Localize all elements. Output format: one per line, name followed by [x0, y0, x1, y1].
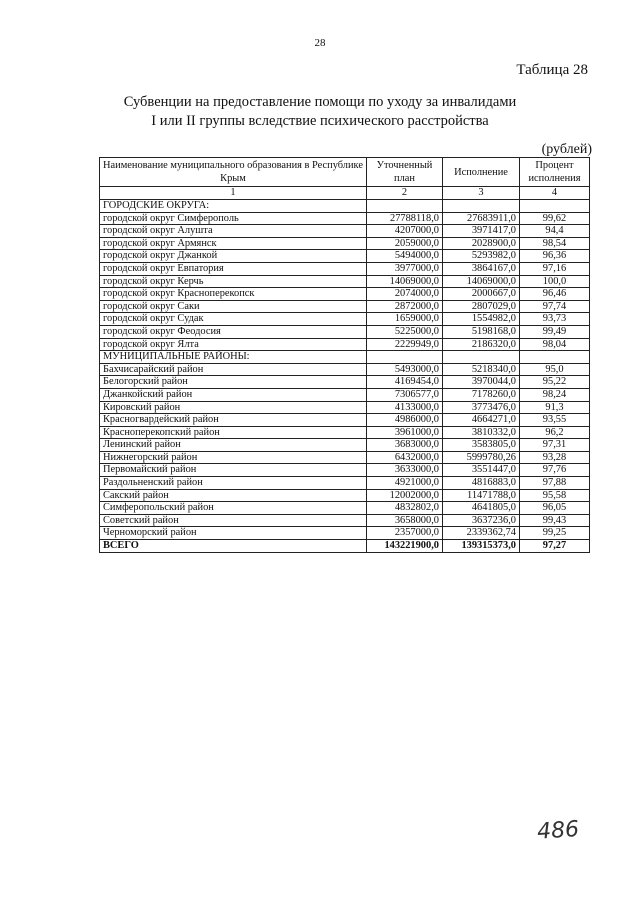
cell-pct: 96,46	[520, 288, 590, 301]
cell-exec: 3583805,0	[443, 439, 520, 452]
cell-exec: 2186320,0	[443, 338, 520, 351]
cell-name: Черноморский район	[100, 527, 367, 540]
table-row	[100, 363, 590, 376]
cell-exec: 5218340,0	[443, 363, 520, 376]
empty-cell	[520, 351, 590, 364]
table-row	[100, 313, 590, 326]
cell-exec: 27683911,0	[443, 212, 520, 225]
cell-pct: 98,04	[520, 338, 590, 351]
cell-exec: 139315373,0	[443, 540, 520, 553]
cell-pct: 99,62	[520, 212, 590, 225]
cell-name: городской округ Ялта	[100, 338, 367, 351]
cell-name: городской округ Джанкой	[100, 250, 367, 263]
cell-pct: 91,3	[520, 401, 590, 414]
column-number: 2	[367, 187, 443, 200]
cell-pct: 99,43	[520, 514, 590, 527]
cell-pct: 96,2	[520, 426, 590, 439]
header-row	[100, 158, 590, 187]
cell-name: Красногвардейский район	[100, 414, 367, 427]
cell-name: Раздольненский район	[100, 477, 367, 490]
cell-plan: 143221900,0	[367, 540, 443, 553]
section-row	[100, 200, 590, 213]
cell-pct: 98,24	[520, 388, 590, 401]
header-exec: Исполнение	[443, 158, 520, 187]
cell-name: городской округ Евпатория	[100, 262, 367, 275]
cell-name: городской округ Красноперекопск	[100, 288, 367, 301]
page-number: 28	[314, 37, 326, 49]
cell-plan: 2357000,0	[367, 527, 443, 540]
table-row	[100, 325, 590, 338]
cell-exec: 14069000,0	[443, 275, 520, 288]
cell-pct: 94,4	[520, 225, 590, 238]
cell-exec: 4641805,0	[443, 502, 520, 515]
cell-name: Бахчисарайский район	[100, 363, 367, 376]
cell-plan: 2059000,0	[367, 237, 443, 250]
table-row	[100, 464, 590, 477]
cell-plan: 4832802,0	[367, 502, 443, 515]
cell-name: городской округ Феодосия	[100, 325, 367, 338]
cell-pct: 95,58	[520, 489, 590, 502]
table-row	[100, 262, 590, 275]
title-line-2: I или II группы вследствие психического расстройства	[151, 113, 489, 129]
svg-text:486: 486	[536, 816, 580, 845]
cell-plan: 12002000,0	[367, 489, 443, 502]
cell-name: городской округ Керчь	[100, 275, 367, 288]
cell-plan: 3633000,0	[367, 464, 443, 477]
cell-plan: 2872000,0	[367, 300, 443, 313]
section-title: МУНИЦИПАЛЬНЫЕ РАЙОНЫ:	[100, 351, 367, 364]
cell-name: Кировский район	[100, 401, 367, 414]
table-row	[100, 439, 590, 452]
cell-plan: 2074000,0	[367, 288, 443, 301]
cell-pct: 97,88	[520, 477, 590, 490]
cell-exec: 4664271,0	[443, 414, 520, 427]
cell-pct: 99,25	[520, 527, 590, 540]
column-number: 3	[443, 187, 520, 200]
cell-plan: 3961000,0	[367, 426, 443, 439]
unit-label: (рублей)	[541, 142, 592, 157]
table-row	[100, 477, 590, 490]
table-row	[100, 414, 590, 427]
empty-cell	[367, 351, 443, 364]
cell-name: городской округ Армянск	[100, 237, 367, 250]
empty-cell	[443, 200, 520, 213]
table-row	[100, 514, 590, 527]
table-body	[100, 200, 590, 553]
cell-plan: 6432000,0	[367, 451, 443, 464]
cell-pct: 97,74	[520, 300, 590, 313]
subvention-table	[99, 157, 590, 553]
cell-exec: 3551447,0	[443, 464, 520, 477]
cell-name: Первомайский район	[100, 464, 367, 477]
cell-name: ВСЕГО	[100, 540, 367, 553]
cell-plan: 14069000,0	[367, 275, 443, 288]
section-row	[100, 351, 590, 364]
cell-exec: 2000667,0	[443, 288, 520, 301]
header-pct: Процент исполнения	[520, 158, 590, 187]
table-row	[100, 502, 590, 515]
cell-exec: 2807029,0	[443, 300, 520, 313]
cell-name: городской округ Симферополь	[100, 212, 367, 225]
empty-cell	[520, 200, 590, 213]
cell-plan: 3683000,0	[367, 439, 443, 452]
table-row	[100, 300, 590, 313]
section-title: ГОРОДСКИЕ ОКРУГА:	[100, 200, 367, 213]
cell-plan: 2229949,0	[367, 338, 443, 351]
title-line-1: Субвенции на предоставление помощи по уходу за инвалидами	[123, 94, 517, 110]
table-row	[100, 288, 590, 301]
table-row	[100, 426, 590, 439]
cell-name: Ленинский район	[100, 439, 367, 452]
table-row	[100, 401, 590, 414]
table-row	[100, 212, 590, 225]
column-number: 1	[100, 187, 367, 200]
table-row	[100, 237, 590, 250]
column-number: 4	[520, 187, 590, 200]
cell-name: Советский район	[100, 514, 367, 527]
table-label: Таблица 28	[516, 62, 588, 78]
table-row	[100, 225, 590, 238]
handwritten-page-mark	[535, 811, 591, 847]
cell-plan: 4133000,0	[367, 401, 443, 414]
cell-name: Симферопольский район	[100, 502, 367, 515]
cell-plan: 5494000,0	[367, 250, 443, 263]
cell-name: городской округ Саки	[100, 300, 367, 313]
cell-name: городской округ Алушта	[100, 225, 367, 238]
cell-pct: 99,49	[520, 325, 590, 338]
header-plan: Уточненный план	[367, 158, 443, 187]
cell-exec: 4816883,0	[443, 477, 520, 490]
cell-exec: 1554982,0	[443, 313, 520, 326]
cell-name: Джанкойский район	[100, 388, 367, 401]
cell-plan: 4207000,0	[367, 225, 443, 238]
cell-pct: 96,05	[520, 502, 590, 515]
cell-plan: 7306577,0	[367, 388, 443, 401]
table-row	[100, 489, 590, 502]
cell-exec: 7178260,0	[443, 388, 520, 401]
column-number-row	[100, 187, 590, 200]
table-row	[100, 527, 590, 540]
document-title	[0, 93, 640, 131]
cell-plan: 4986000,0	[367, 414, 443, 427]
cell-exec: 3864167,0	[443, 262, 520, 275]
table-row	[100, 275, 590, 288]
cell-name: Нижнегорский район	[100, 451, 367, 464]
table-row	[100, 388, 590, 401]
table-row	[100, 250, 590, 263]
cell-pct: 97,31	[520, 439, 590, 452]
cell-pct: 93,28	[520, 451, 590, 464]
cell-pct: 100,0	[520, 275, 590, 288]
cell-plan: 3658000,0	[367, 514, 443, 527]
cell-pct: 96,36	[520, 250, 590, 263]
empty-cell	[367, 200, 443, 213]
header-name: Наименование муниципального образования в Республике Крым	[100, 158, 367, 187]
cell-exec: 2028900,0	[443, 237, 520, 250]
cell-pct: 93,55	[520, 414, 590, 427]
cell-exec: 3970044,0	[443, 376, 520, 389]
cell-pct: 97,27	[520, 540, 590, 553]
cell-pct: 95,0	[520, 363, 590, 376]
cell-exec: 5198168,0	[443, 325, 520, 338]
cell-name: городской округ Судак	[100, 313, 367, 326]
cell-plan: 5225000,0	[367, 325, 443, 338]
cell-exec: 3971417,0	[443, 225, 520, 238]
cell-plan: 1659000,0	[367, 313, 443, 326]
cell-plan: 4169454,0	[367, 376, 443, 389]
cell-pct: 97,16	[520, 262, 590, 275]
cell-exec: 5293982,0	[443, 250, 520, 263]
table-row	[100, 376, 590, 389]
cell-plan: 4921000,0	[367, 477, 443, 490]
cell-exec: 5999780,26	[443, 451, 520, 464]
total-row	[100, 540, 590, 553]
cell-plan: 27788118,0	[367, 212, 443, 225]
cell-exec: 2339362,74	[443, 527, 520, 540]
cell-name: Сакский район	[100, 489, 367, 502]
cell-plan: 5493000,0	[367, 363, 443, 376]
empty-cell	[443, 351, 520, 364]
cell-pct: 93,73	[520, 313, 590, 326]
cell-pct: 95,22	[520, 376, 590, 389]
cell-exec: 3773476,0	[443, 401, 520, 414]
cell-exec: 3637236,0	[443, 514, 520, 527]
cell-name: Белогорский район	[100, 376, 367, 389]
cell-pct: 97,76	[520, 464, 590, 477]
cell-pct: 98,54	[520, 237, 590, 250]
cell-name: Красноперекопский район	[100, 426, 367, 439]
cell-exec: 11471788,0	[443, 489, 520, 502]
table-row	[100, 338, 590, 351]
cell-exec: 3810332,0	[443, 426, 520, 439]
table-row	[100, 451, 590, 464]
cell-plan: 3977000,0	[367, 262, 443, 275]
